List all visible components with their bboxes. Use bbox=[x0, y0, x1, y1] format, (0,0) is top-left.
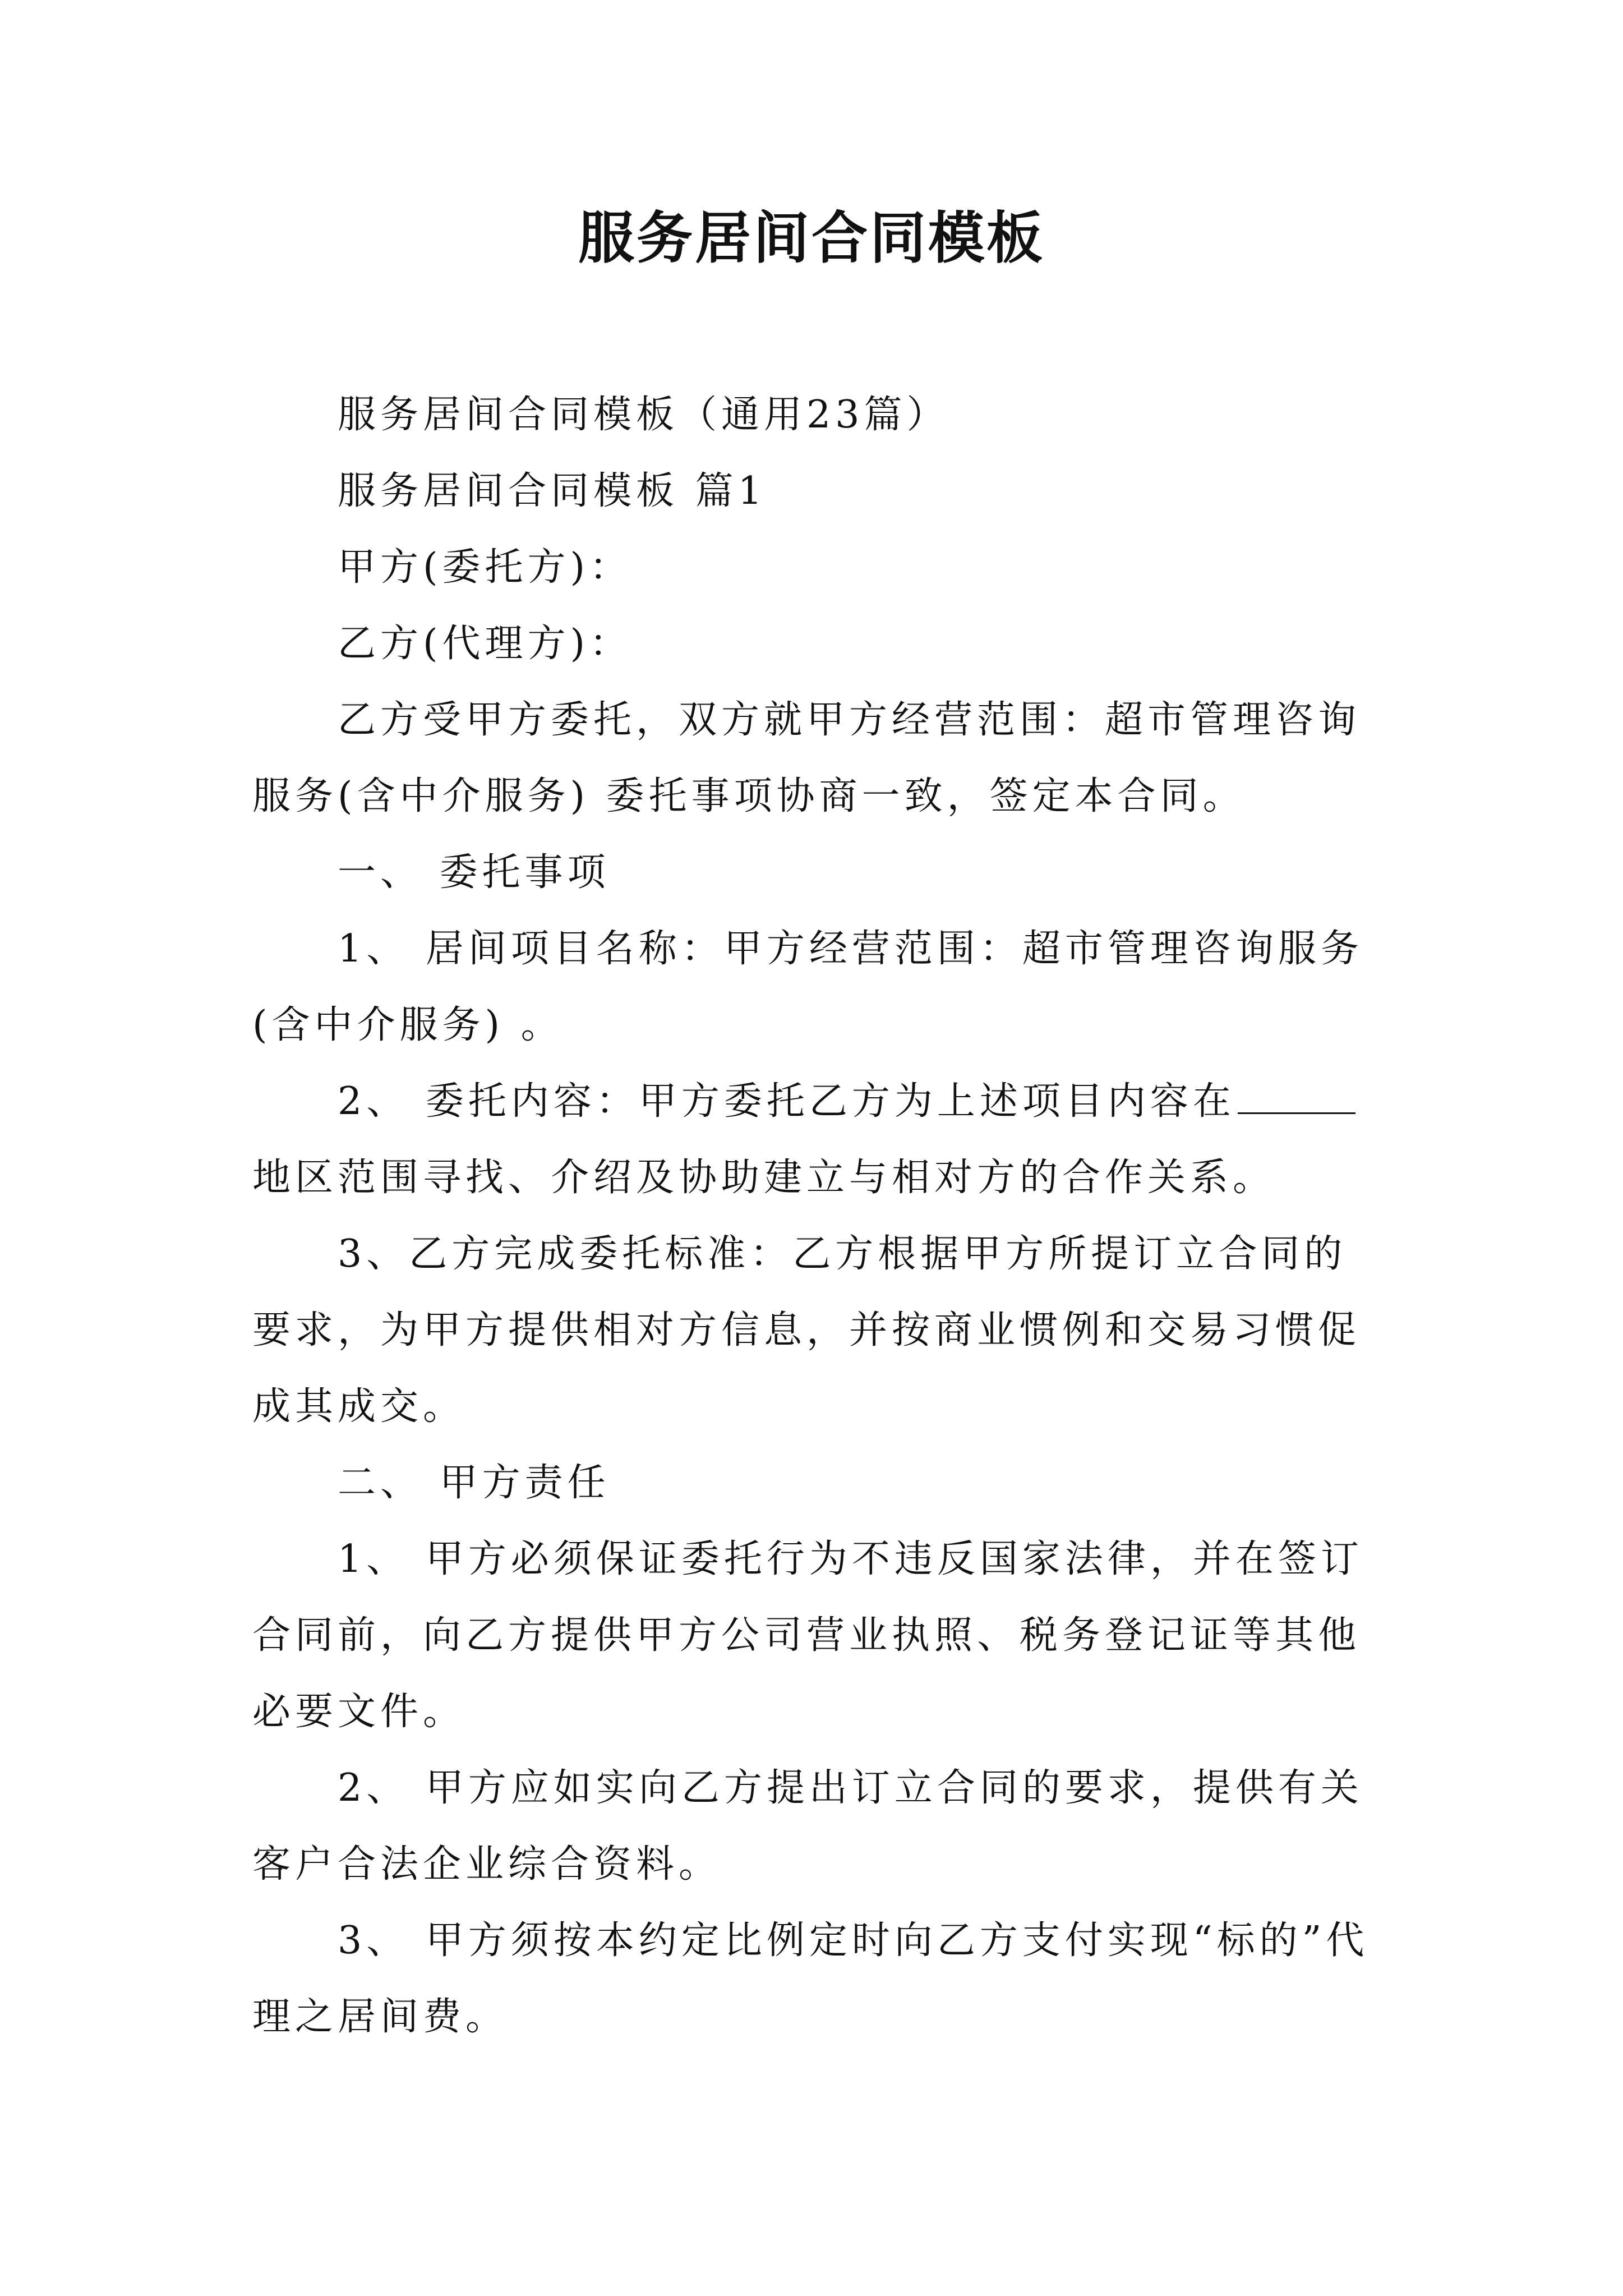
paragraph-item-1-2 bbox=[252, 1064, 1380, 1216]
paragraph-party-b: 乙方(代理方)： bbox=[338, 622, 633, 666]
paragraph-heading-1: 一、 委托事项 bbox=[338, 850, 610, 895]
paragraph-party-a: 甲方(委托方)： bbox=[338, 545, 633, 590]
paragraph-item-2-1: 1、 甲方必须保证委托行为不违反国家法律，并在签订合同前，向乙方提供甲方公司营业执照、税务登记证等其他必要文件。 bbox=[252, 1537, 1363, 1734]
paragraph-item-1-3: 3、乙方完成委托标准：乙方根据甲方所提订立合同的要求，为甲方提供相对方信息，并按商业惯例和交易习惯促成其成交。 bbox=[252, 1232, 1361, 1429]
paragraph-item-1-2-after: 地区范围寻找、介绍及协助建立与相对方的合作关系。 bbox=[252, 1156, 1276, 1200]
document-body bbox=[252, 377, 1380, 2055]
paragraph-intro: 乙方受甲方委托，双方就甲方经营范围：超市管理咨询服务(含中介服务) 委托事项协商一致，签定本合同。 bbox=[252, 698, 1361, 818]
paragraph-item-1-2-before: 2、 委托内容：甲方委托乙方为上述项目内容在 bbox=[338, 1079, 1235, 1124]
paragraph-heading-2: 二、 甲方责任 bbox=[338, 1461, 610, 1505]
fill-in-blank-line bbox=[1238, 1110, 1355, 1114]
paragraph-item-2-2: 2、 甲方应如实向乙方提出订立合同的要求，提供有关客户合法企业综合资料。 bbox=[252, 1766, 1363, 1887]
paragraph-item-1-1: 1、 居间项目名称：甲方经营范围：超市管理咨询服务(含中介服务) 。 bbox=[252, 927, 1363, 1047]
paragraph-item-2-3: 3、 甲方须按本约定比例定时向乙方支付实现“标的”代理之居间费。 bbox=[252, 1918, 1369, 2039]
paragraph-subtitle: 服务居间合同模板（通用23篇） bbox=[338, 393, 949, 437]
paragraph-section-heading: 服务居间合同模板 篇1 bbox=[338, 469, 767, 513]
document-title: 服务居间合同模板 bbox=[578, 205, 1045, 271]
